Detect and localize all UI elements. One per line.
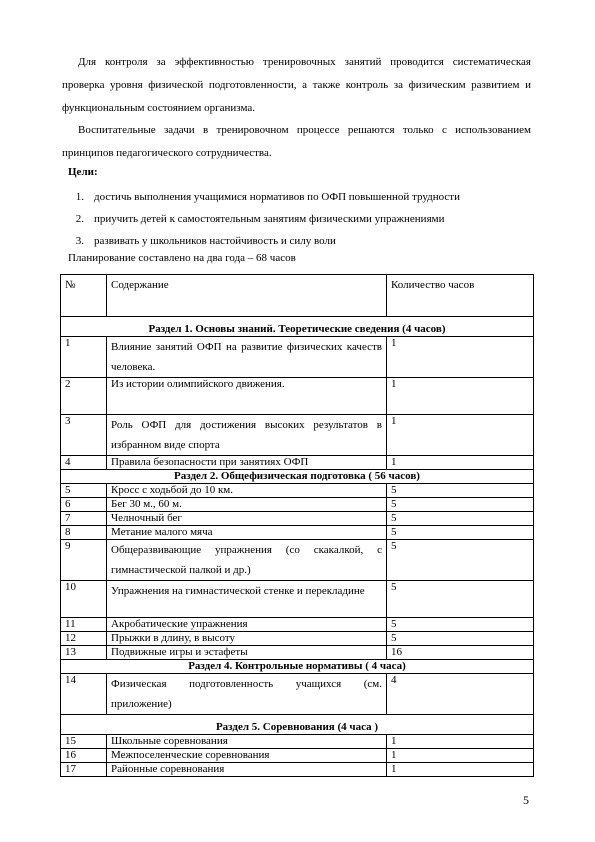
row-content: Прыжки в длину, в высоту bbox=[107, 632, 387, 646]
table-row bbox=[61, 618, 534, 632]
goal-number: 2. bbox=[75, 213, 84, 225]
row-content: Метание малого мяча bbox=[107, 526, 387, 540]
goals-list bbox=[60, 186, 540, 252]
row-number: 6 bbox=[61, 498, 107, 512]
header-number: № bbox=[61, 275, 107, 317]
row-number: 11 bbox=[61, 618, 107, 632]
section-title: Раздел 5. Соревнования (4 часа ) bbox=[61, 715, 534, 735]
goal-item bbox=[60, 208, 540, 230]
row-content: Челночный бег bbox=[107, 512, 387, 526]
header-content: Содержание bbox=[107, 275, 387, 317]
row-hours: 1 bbox=[387, 415, 534, 456]
table-row bbox=[61, 632, 534, 646]
row-hours: 5 bbox=[387, 498, 534, 512]
row-number: 7 bbox=[61, 512, 107, 526]
table-row bbox=[61, 646, 534, 660]
table-row bbox=[61, 674, 534, 715]
row-number: 2 bbox=[61, 378, 107, 415]
table-row bbox=[61, 763, 534, 777]
plan-note: Планирование составлено на два года – 68 часов bbox=[68, 252, 296, 264]
section-row bbox=[61, 715, 534, 735]
row-hours: 5 bbox=[387, 618, 534, 632]
table-row bbox=[61, 540, 534, 581]
row-content: Правила безопасности при занятиях ОФП bbox=[107, 456, 387, 470]
table-row bbox=[61, 749, 534, 763]
table-row bbox=[61, 512, 534, 526]
goal-text: приучить детей к самостоятельным занятиям физическими упражнениями bbox=[94, 213, 445, 225]
table-row bbox=[61, 337, 534, 378]
plan-table bbox=[60, 274, 534, 777]
header-hours: Количество часов bbox=[387, 275, 534, 317]
row-content: Подвижные игры и эстафеты bbox=[107, 646, 387, 660]
row-hours: 1 bbox=[387, 735, 534, 749]
section-row bbox=[61, 470, 534, 484]
goal-number: 3. bbox=[75, 235, 84, 247]
row-number: 17 bbox=[61, 763, 107, 777]
paragraph-control: Для контроля за эффективностью тренировочных занятий проводится систематическая проверка уровня физической подготовленности, а также контроль за физическим развитием и функциональным состоянием организма. bbox=[62, 56, 531, 114]
row-hours: 5 bbox=[387, 526, 534, 540]
row-number: 4 bbox=[61, 456, 107, 470]
row-number: 16 bbox=[61, 749, 107, 763]
row-content: Бег 30 м., 60 м. bbox=[107, 498, 387, 512]
goal-item bbox=[60, 230, 540, 252]
row-content: Кросс с ходьбой до 10 км. bbox=[107, 484, 387, 498]
section-row bbox=[61, 317, 534, 337]
row-hours: 5 bbox=[387, 540, 534, 581]
row-number: 10 bbox=[61, 581, 107, 618]
row-hours: 1 bbox=[387, 456, 534, 470]
row-content: Физическая подготовленность учащихся (см. приложение) bbox=[107, 674, 387, 715]
row-hours: 5 bbox=[387, 512, 534, 526]
section-title: Раздел 2. Общефизическая подготовка ( 56 часов) bbox=[61, 470, 534, 484]
row-number: 8 bbox=[61, 526, 107, 540]
row-content: Акробатические упражнения bbox=[107, 618, 387, 632]
goals-heading: Цели: bbox=[68, 166, 98, 178]
row-number: 14 bbox=[61, 674, 107, 715]
row-number: 1 bbox=[61, 337, 107, 378]
row-number: 12 bbox=[61, 632, 107, 646]
row-hours: 1 bbox=[387, 337, 534, 378]
section-title: Раздел 1. Основы знаний. Теоретические сведения (4 часов) bbox=[61, 317, 534, 337]
goal-text: достичь выполнения учащимися нормативов по ОФП повышенной трудности bbox=[94, 191, 460, 203]
row-hours: 5 bbox=[387, 484, 534, 498]
row-content: Общеразвивающие упражнения (со скакалкой, с гимнастической палкой и др.) bbox=[107, 540, 387, 581]
section-title: Раздел 4. Контрольные нормативы ( 4 часа) bbox=[61, 660, 534, 674]
row-hours: 1 bbox=[387, 763, 534, 777]
row-number: 15 bbox=[61, 735, 107, 749]
goal-text: развивать у школьников настойчивость и силу воли bbox=[94, 235, 336, 247]
table-row bbox=[61, 378, 534, 415]
row-number: 3 bbox=[61, 415, 107, 456]
row-hours: 5 bbox=[387, 581, 534, 618]
table-row bbox=[61, 415, 534, 456]
row-content: Районные соревнования bbox=[107, 763, 387, 777]
table-row bbox=[61, 526, 534, 540]
table-row bbox=[61, 735, 534, 749]
goal-item bbox=[60, 186, 540, 208]
row-content: Школьные соревнования bbox=[107, 735, 387, 749]
table-row bbox=[61, 581, 534, 618]
row-content: Влияние занятий ОФП на развитие физических качеств человека. bbox=[107, 337, 387, 378]
row-content: Из истории олимпийского движения. bbox=[107, 378, 387, 415]
row-hours: 1 bbox=[387, 749, 534, 763]
table-row bbox=[61, 498, 534, 512]
row-content: Роль ОФП для достижения высоких результатов в избранном виде спорта bbox=[107, 415, 387, 456]
table-row bbox=[61, 456, 534, 470]
row-number: 9 bbox=[61, 540, 107, 581]
row-content: Межпоселенческие соревнования bbox=[107, 749, 387, 763]
row-number: 13 bbox=[61, 646, 107, 660]
row-number: 5 bbox=[61, 484, 107, 498]
row-content: Упражнения на гимнастической стенке и перекладине bbox=[107, 581, 387, 618]
row-hours: 5 bbox=[387, 632, 534, 646]
row-hours: 16 bbox=[387, 646, 534, 660]
section-row bbox=[61, 660, 534, 674]
table-row bbox=[61, 484, 534, 498]
goal-number: 1. bbox=[75, 191, 84, 203]
row-hours: 1 bbox=[387, 378, 534, 415]
row-hours: 4 bbox=[387, 674, 534, 715]
table-header-row bbox=[61, 275, 534, 317]
paragraph-education: Воспитательные задачи в тренировочном процессе решаются только с использованием принципов педагогического сотрудничества. bbox=[62, 124, 531, 159]
page-number: 5 bbox=[523, 793, 529, 807]
